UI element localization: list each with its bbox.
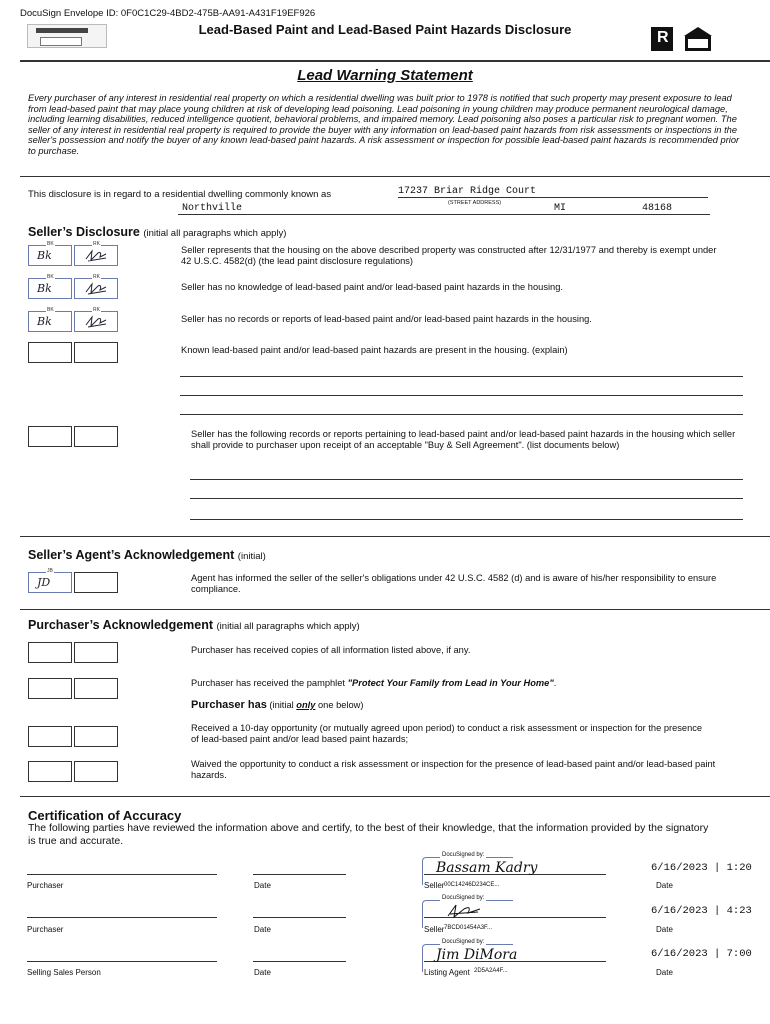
purchaser-caption: Purchaser [27, 881, 64, 890]
date-caption: Date [656, 881, 673, 890]
seller-initials: Bk [37, 249, 52, 262]
warning-title: Lead Warning Statement [297, 67, 473, 84]
documents-line-1[interactable] [190, 479, 743, 480]
seller-initial-box-5b[interactable] [74, 426, 118, 447]
date-caption: Date [656, 968, 673, 977]
purchaser-initial-box-4a[interactable] [28, 761, 72, 782]
explain-line-3[interactable] [180, 414, 743, 415]
seller-paragraph-1: Seller represents that the housing on the above described property was constructed after 12/31/1977 and thereby is exempt under 42 U.S.C. 4582(d) (the lead paint disclosure regulations) [181, 245, 717, 266]
explain-line-2[interactable] [180, 395, 743, 396]
agent-initials: JD [37, 576, 51, 589]
seller-initial-box-2b[interactable]: RK [74, 278, 118, 299]
seller-initial-box-5a[interactable] [28, 426, 72, 447]
seller-paragraph-4: Known lead-based paint and/or lead-based paint hazards are present in the housing. (explain) [181, 345, 568, 355]
state-field[interactable]: MI [554, 203, 567, 214]
seller-initials: Bk [37, 282, 52, 295]
documents-line-2[interactable] [190, 498, 743, 499]
signer-id: 00C14246D234CE... [444, 882, 500, 888]
signed-datetime: 6/16/2023 | 4:23 [651, 905, 752, 917]
sales-person-date-line[interactable] [253, 961, 346, 962]
divider [20, 536, 770, 537]
agent-initial-box-b[interactable] [74, 572, 118, 593]
seller-initial-box-1b[interactable]: RK [74, 245, 118, 266]
purchaser-initial-box-3b[interactable] [74, 726, 118, 747]
seller-initial-box-2a[interactable]: BK Bk [28, 278, 72, 299]
equal-housing-icon [684, 27, 714, 51]
address-underline [178, 214, 710, 215]
agent-initial-box-a[interactable]: JB JD [28, 572, 72, 593]
initials-scribble-icon [84, 282, 108, 295]
purchaser-date-line[interactable] [253, 874, 346, 875]
purchaser-initial-box-4b[interactable] [74, 761, 118, 782]
signer-id: 2D5A2A4F... [474, 968, 508, 974]
purchaser-initial-box-1a[interactable] [28, 642, 72, 663]
purchaser-initial-box-3a[interactable] [28, 726, 72, 747]
purchaser-paragraph-3: Received a 10-day opportunity (or mutually agreed upon period) to conduct a risk assessment or inspection for the presence of lead-based paint and/or lead based paint hazards; [191, 723, 703, 744]
seller-initial-box-4a[interactable] [28, 342, 72, 363]
date-caption: Date [254, 968, 271, 977]
zip-field[interactable]: 48168 [642, 203, 673, 214]
purchaser-signature-line[interactable] [27, 874, 217, 875]
seller-disclosure-heading: Seller’s Disclosure (initial all paragraphs which apply) [28, 225, 287, 239]
initials-scribble-icon [84, 249, 108, 262]
docusigned-by-label: DocuSigned by: [442, 895, 485, 901]
date-caption: Date [254, 881, 271, 890]
purchaser-has-heading: Purchaser has (initial only one below) [191, 699, 364, 711]
divider [20, 796, 770, 797]
sales-person-signature-line[interactable] [27, 961, 217, 962]
docusigned-by-label: DocuSigned by: [442, 939, 485, 945]
seller-signature: Bassam Kadry [436, 860, 538, 876]
envelope-id: DocuSign Envelope ID: 0F0C1C29-4BD2-475B-AA91-A431F19EF926 [20, 8, 316, 19]
docusigned-by-label: DocuSigned by: [442, 852, 485, 858]
documents-line-3[interactable] [190, 519, 743, 520]
document-title: Lead-Based Paint and Lead-Based Paint Hazards Disclosure [198, 22, 572, 37]
seller-paragraph-2: Seller has no knowledge of lead-based paint and/or lead-based paint hazards in the housing. [181, 282, 563, 292]
signer-id: 7BCD01454A3F... [444, 925, 493, 931]
seller-paragraph-3: Seller has no records or reports of lead-based paint and/or lead-based paint hazards in the housing. [181, 314, 592, 324]
signed-datetime: 6/16/2023 | 1:20 [651, 862, 752, 874]
signed-datetime: 6/16/2023 | 7:00 [651, 948, 752, 960]
seller-initial-box-4b[interactable] [74, 342, 118, 363]
purchaser-initial-box-1b[interactable] [74, 642, 118, 663]
date-caption: Date [254, 925, 271, 934]
seller-paragraph-5: Seller has the following records or reports pertaining to lead-based paint and/or lead-based paint hazards in the housing which seller shall provide to purchaser upon receipt of an acceptable "Buy & Sell Agreement". (list documents below) [191, 429, 736, 450]
property-intro: This disclosure is in regard to a residential dwelling commonly known as [28, 189, 332, 200]
purchaser-signature-line[interactable] [27, 917, 217, 918]
certification-body: The following parties have reviewed the information above and certify, to the best of their knowledge, that the information provided by the signatory is true and accurate. [28, 822, 709, 847]
purchaser-acknowledgement-heading: Purchaser’s Acknowledgement (initial all paragraphs which apply) [28, 618, 360, 632]
purchaser-paragraph-2: Purchaser has received the pamphlet "Protect Your Family from Lead in Your Home". [191, 678, 557, 688]
explain-line-1[interactable] [180, 376, 743, 377]
street-address-caption: (STREET ADDRESS) [448, 200, 502, 206]
agent-acknowledgement-heading: Seller’s Agent’s Acknowledgement (initial) [28, 548, 266, 562]
header-rule [20, 60, 770, 62]
purchaser-date-line[interactable] [253, 917, 346, 918]
warning-body: Every purchaser of any interest in residential real property on which a residential dwelling was built prior to 1978 is notified that such property may present exposure to lead from lead-based paint that may place young children at risk of developing lead poisoning. Lead poisoning in young children may produce permanent neurological damage, including learning disabilities, reduced intelligence quotient, behavioral problems, and impaired memory. Lead poisoning also poses a particular risk to pregnant women. The seller of any interest in residential real property is required to provide the buyer with any information on lead-based paint hazards from risk assessments or inspections in the seller's possession and notify the buyer of any known lead-based paint hazards. A risk assessment or inspection for possible lead-based paint hazards is recommended prior to purchase. [28, 93, 740, 156]
seller-signature-scribble-icon [444, 903, 484, 919]
purchaser-paragraph-4: Waived the opportunity to conduct a risk assessment or inspection for the presence of lead-based paint and/or lead-based paint hazards. [191, 759, 716, 780]
date-caption: Date [656, 925, 673, 934]
seller-initial-box-1a[interactable]: BK Bk [28, 245, 72, 266]
seller-initial-box-3a[interactable]: BK Bk [28, 311, 72, 332]
realtor-icon: R [651, 27, 673, 51]
listing-agent-caption: Listing Agent [424, 968, 470, 977]
purchaser-paragraph-1: Purchaser has received copies of all information listed above, if any. [191, 645, 471, 655]
seller-initials: Bk [37, 315, 52, 328]
initials-scribble-icon [84, 315, 108, 328]
listing-agent-signature: Jim DiMora [436, 947, 518, 963]
purchaser-initial-box-2a[interactable] [28, 678, 72, 699]
seller-caption: Seller [424, 881, 445, 890]
agent-paragraph: Agent has informed the seller of the seller's obligations under 42 U.S.C. 4582 (d) and is aware of his/her responsibility to ensure compliance. [191, 573, 717, 594]
city-field[interactable]: Northville [182, 203, 243, 214]
seller-initial-box-3b[interactable]: RK [74, 311, 118, 332]
seller-caption: Seller [424, 925, 445, 934]
street-address-field[interactable]: 17237 Briar Ridge Court [398, 186, 708, 198]
divider [20, 176, 770, 177]
purchaser-initial-box-2b[interactable] [74, 678, 118, 699]
purchaser-caption: Purchaser [27, 925, 64, 934]
selling-sales-person-caption: Selling Sales Person [27, 968, 101, 977]
divider [20, 609, 770, 610]
certification-heading: Certification of Accuracy [28, 808, 182, 823]
